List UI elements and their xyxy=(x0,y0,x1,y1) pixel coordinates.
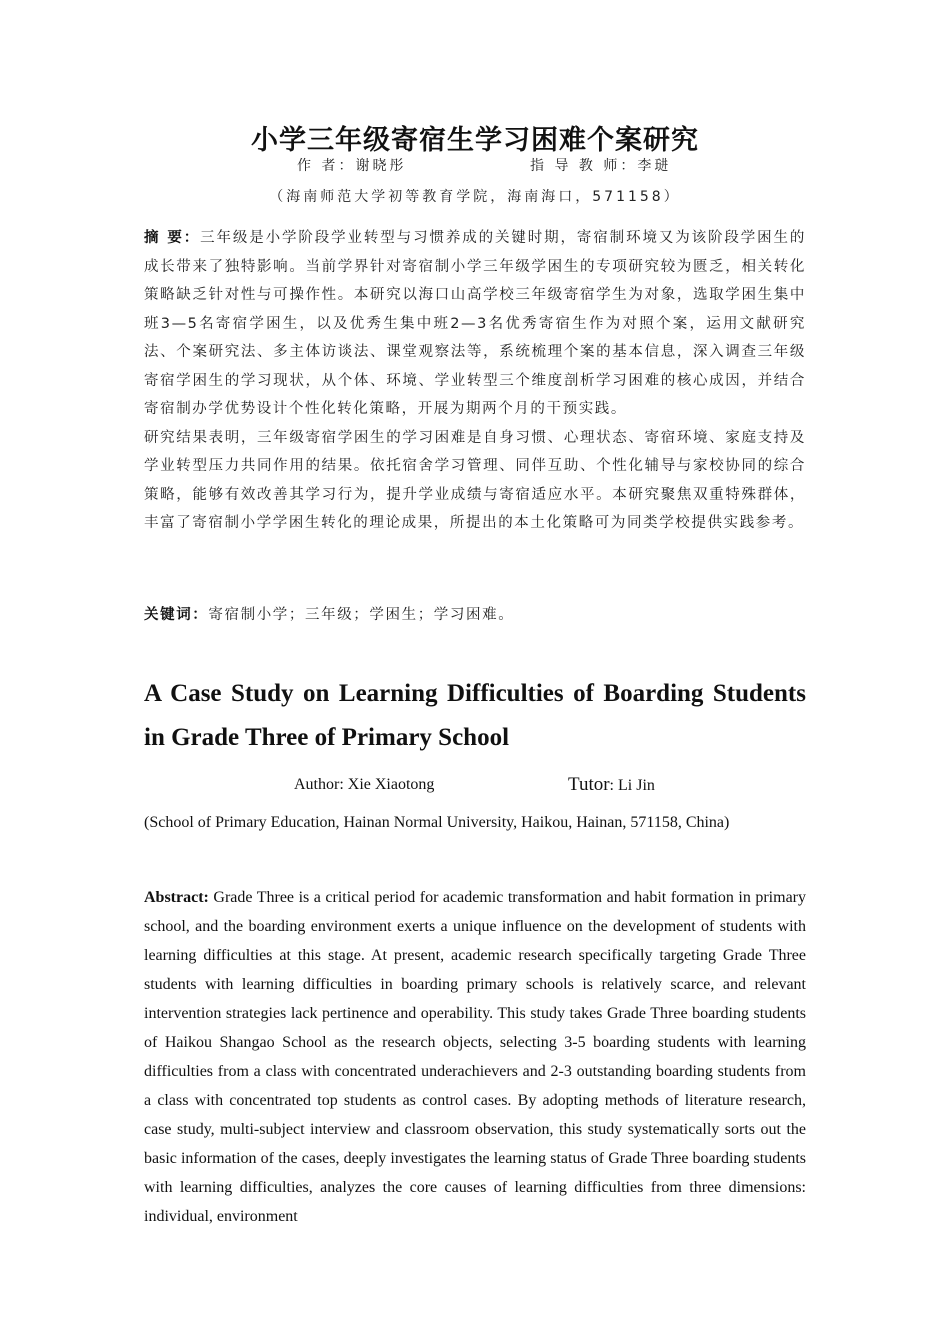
chinese-keywords-label: 关键词： xyxy=(144,607,209,623)
chinese-keywords xyxy=(144,603,806,624)
chinese-tutor: 指 导 教 师：李琎 xyxy=(530,158,672,174)
chinese-abstract-label: 摘 要： xyxy=(144,230,201,246)
chinese-abstract xyxy=(144,224,806,538)
english-tutor-name: : Li Jin xyxy=(609,777,655,794)
chinese-author: 作 者：谢晓彤 xyxy=(297,158,407,174)
english-affiliation: (School of Primary Education, Hainan Normal University, Haikou, Hainan, 571158, China) xyxy=(144,814,730,831)
chinese-abstract-text-1: 三年级是小学阶段学业转型与习惯养成的关键时期，寄宿制环境又为该阶段学困生的成长带来了独特影响。当前学界针对寄宿制小学三年级学困生的专项研究较为匮乏，相关转化策略缺乏针对性与可操作性。本研究以海口山高学校三年级寄宿学生为对象，选取学困生集中班3—5名寄宿学困生，以及优秀生集中班2—3名优秀寄宿生作为对照个案，运用文献研究法、个案研究法、多主体访谈法、课堂观察法等，系统梳理个案的基本信息，深入调查三年级寄宿学困生的学习现状，从个体、环境、学业转型三个维度剖析学习困难的核心成因，并结合寄宿制办学优势设计个性化转化策略，开展为期两个月的干预实践。 xyxy=(144,230,806,417)
english-abstract-text: Grade Three is a critical period for academic transformation and habit formation in primary school, and the boarding environment exerts a unique influence on the development of students with learning difficulties at this stage. At present, academic research specifically targeting Grade Three students with learning difficulties in boarding primary schools is relatively scarce, and relevant intervention strategies lack pertinence and operability. This study takes Grade Three boarding students of Haikou Shangao School as the research objects, selecting 3-5 boarding students with learning difficulties from a class with concentrated underachievers and 2-3 outstanding boarding students from a class with concentrated top students as control cases. By adopting methods of literature research, case study, multi-subject interview and classroom observation, this study systematically sorts out the basic information of the cases, deeply investigates the learning status of Grade Three boarding students with learning difficulties, analyzes the core causes of learning difficulties from three dimensions: individual, environment xyxy=(144,889,806,1225)
english-abstract xyxy=(144,883,806,1231)
english-title: A Case Study on Learning Difficulties of Boarding Students in Grade Three of Primary School xyxy=(144,680,806,751)
chinese-abstract-paragraph-2: 研究结果表明，三年级寄宿学困生的学习困难是自身习惯、心理状态、寄宿环境、家庭支持及学业转型压力共同作用的结果。依托宿舍学习管理、同伴互助、个性化辅导与家校协同的综合策略，能够有效改善其学习行为，提升学业成绩与寄宿适应水平。本研究聚焦双重特殊群体，丰富了寄宿制小学学困生转化的理论成果，所提出的本土化策略可为同类学校提供实践参考。 xyxy=(144,429,806,531)
english-tutor-label: Tutor xyxy=(568,774,610,795)
english-abstract-label: Abstract: xyxy=(144,889,209,906)
english-author: Author: Xie Xiaotong xyxy=(294,776,435,793)
chinese-abstract-paragraph-1 xyxy=(144,224,806,424)
chinese-keywords-text: 寄宿制小学；三年级；学困生；学习困难。 xyxy=(208,607,515,623)
english-tutor xyxy=(568,774,655,796)
chinese-title: 小学三年级寄宿生学习困难个案研究 xyxy=(251,125,699,156)
chinese-affiliation: （海南师范大学初等教育学院，海南海口，571158） xyxy=(269,189,681,205)
